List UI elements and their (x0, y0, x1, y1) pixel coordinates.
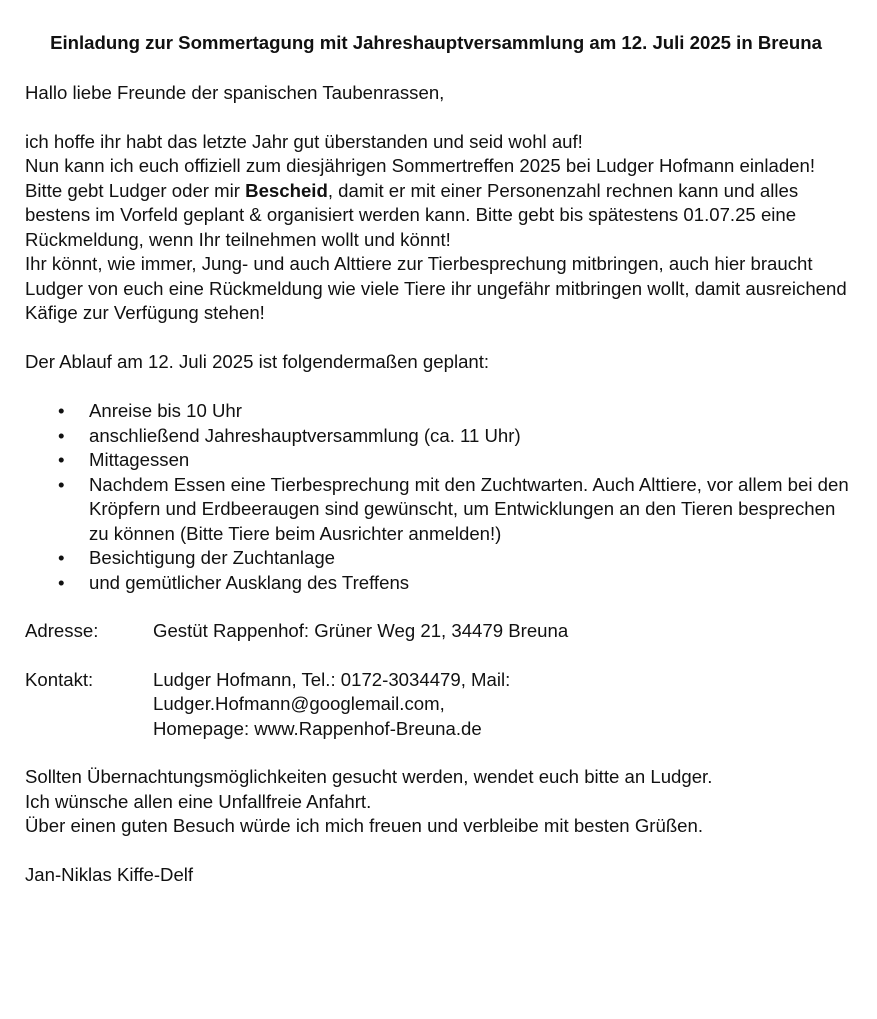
intro-line-2: Nun kann ich euch offiziell zum diesjährigen Sommertreffen 2025 bei Ludger Hofmann einladen! (25, 155, 816, 176)
agenda-list (25, 399, 853, 595)
agenda-item (58, 448, 853, 473)
bullet-icon: • (58, 547, 65, 568)
greeting: Hallo liebe Freunde der spanischen Taubenrassen, (25, 82, 445, 103)
agenda-item (58, 571, 853, 596)
bullet-icon: • (58, 400, 65, 421)
agenda-item (58, 546, 853, 571)
contact-phone-line: Ludger Hofmann, Tel.: 0172-3034479, Mail: (153, 668, 511, 690)
agenda-item-text: Nachdem Essen eine Tierbesprechung mit den Zuchtwarten. Auch Alttiere, vor allem bei den Kröpfern und Erdbeeraugen sind gewünscht, um Entwicklungen an den Tieren besprechen zu können (Bitte Tiere beim Ausrichter anmelden!) (89, 473, 849, 544)
rsvp-text-after: , damit er mit einer Personenzahl rechnen kann und alles bestens im Vorfeld geplant & organisiert werden kann. Bitte gebt bis spätestens 01.07.25 eine Rückmeldung, wenn Ihr teilnehmen wollt und könnt! (25, 179, 799, 250)
intro-line-1: ich hoffe ihr habt das letzte Jahr gut überstanden und seid wohl auf! (25, 130, 583, 152)
agenda-item-text: Mittagessen (89, 449, 190, 470)
agenda-intro: Der Ablauf am 12. Juli 2025 ist folgendermaßen geplant: (25, 350, 490, 372)
contact-label: Kontakt: (25, 668, 94, 690)
closing-paragraph (25, 765, 853, 839)
rsvp-text (25, 179, 853, 253)
agenda-item-text: und gemütlicher Ausklang des Treffens (89, 571, 410, 593)
closing-line-3: Über einen guten Besuch würde ich mich freuen und verbleibe mit besten Grüßen. (25, 815, 704, 836)
document-title: Einladung zur Sommertagung mit Jahreshauptversammlung am 12. Juli 2025 in Breuna (50, 32, 822, 53)
agenda-item (58, 399, 853, 424)
address-value: Gestüt Rappenhof: Grüner Weg 21, 34479 Breuna (153, 620, 569, 641)
agenda-item-text: Besichtigung der Zuchtanlage (89, 547, 336, 568)
signature: Jan-Niklas Kiffe-Delf (25, 863, 194, 885)
rsvp-bold-word: Bescheid (245, 179, 328, 201)
contact-row (25, 668, 853, 742)
agenda-item-text: Anreise bis 10 Uhr (89, 400, 242, 421)
bullet-icon: • (58, 449, 65, 470)
animals-text: Ihr könnt, wie immer, Jung- und auch Alttiere zur Tierbesprechung mitbringen, auch hier braucht Ludger von euch eine Rückmeldung wie viele Tiere ihr ungefähr mitbringen wollt, damit ausreichend Käfige zur Verfügung stehen! (25, 253, 847, 323)
agenda-item (58, 424, 853, 449)
closing-line-1: Sollten Übernachtungsmöglichkeiten gesucht werden, wendet euch bitte an Ludger. (25, 766, 713, 787)
rsvp-text-before: Bitte gebt Ludger oder mir (25, 179, 246, 201)
bullet-icon: • (58, 571, 65, 593)
address-label: Adresse: (25, 620, 99, 641)
intro-paragraph (25, 130, 853, 326)
bullet-icon: • (58, 424, 65, 446)
bullet-icon: • (58, 473, 65, 495)
contact-email: Ludger.Hofmann@googlemail.com, (153, 693, 445, 714)
contact-homepage: Homepage: www.Rappenhof-Breuna.de (153, 717, 482, 739)
closing-line-2: Ich wünsche allen eine Unfallfreie Anfahrt. (25, 790, 372, 812)
info-block (25, 619, 853, 741)
agenda-item-text: anschließend Jahreshauptversammlung (ca. 11 Uhr) (89, 424, 521, 446)
address-row (25, 619, 853, 644)
contact-value (153, 668, 853, 742)
agenda-item (58, 473, 853, 547)
